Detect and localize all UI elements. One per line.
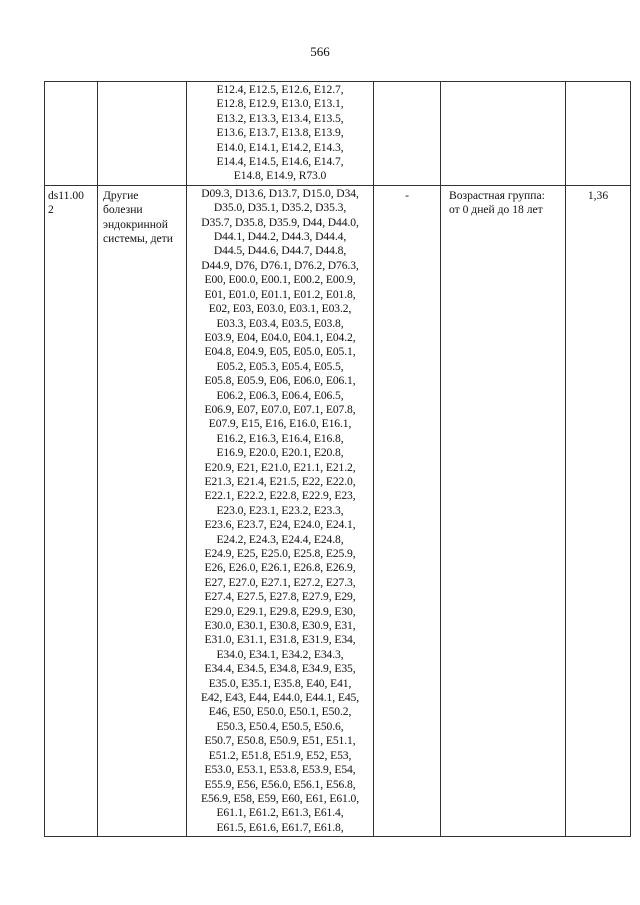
icd-code-line: E12.4, E12.5, E12.6, E12.7,	[216, 83, 344, 96]
icd-code-line: D44.1, D44.2, D44.3, D44.4,	[213, 230, 347, 244]
table-row	[45, 82, 631, 186]
icd-codes-cell	[187, 82, 374, 186]
icd-code-line: E13.2, E13.3, E13.4, E13.5,	[216, 111, 344, 125]
icd-code-line: E27.4, E27.5, E27.8, E27.9, E29,	[204, 590, 356, 604]
operation-code-cell	[374, 185, 441, 836]
icd-code-line: D44.9, D76, D76.1, D76.2, D76.3,	[201, 258, 359, 272]
icd-code-line: E27, E27.0, E27.1, E27.2, E27.3,	[204, 575, 356, 589]
operation-code-cell	[374, 82, 441, 186]
icd-code-line: E21.3, E21.4, E21.5, E22, E22.0,	[204, 474, 356, 488]
icd-code-line: E29.0, E29.1, E29.8, E29.9, E30,	[204, 604, 356, 618]
icd-code-line: E12.8, E12.9, E13.0, E13.1,	[216, 97, 344, 111]
icd-codes-list	[187, 82, 373, 185]
icd-code-line: E05.8, E05.9, E06, E06.0, E06.1,	[204, 374, 356, 388]
icd-code-line: E34.4, E34.5, E34.8, E34.9, E35,	[204, 662, 356, 676]
icd-code-line: E06.2, E06.3, E06.4, E06.5,	[216, 388, 344, 402]
icd-code-line: E07.9, E15, E16, E16.0, E16.1,	[208, 417, 352, 431]
criteria-line: Возрастная группа:	[449, 188, 545, 202]
icd-code-line: D09.3, D13.6, D13.7, D15.0, D34,	[201, 186, 359, 200]
table-row	[45, 185, 631, 836]
icd-code-line: E14.4, E14.5, E14.6, E14.7,	[216, 155, 344, 169]
icd-code-line: E03.9, E04, E04.0, E04.1, E04.2,	[204, 330, 356, 344]
ksg-code	[45, 186, 97, 218]
icd-code-line: E24.2, E24.3, E24.4, E24.8,	[216, 532, 344, 546]
icd-code-line: E26, E26.0, E26.1, E26.8, E26.9,	[204, 561, 356, 575]
icd-code-line: E50.7, E50.8, E50.9, E51, E51.1,	[204, 734, 356, 748]
coefficient-cell	[566, 82, 631, 186]
ksg-name-cell	[98, 185, 187, 836]
icd-code-line: E30.0, E30.1, E30.8, E30.9, E31,	[204, 619, 356, 633]
icd-code-line: D44.5, D44.6, D44.7, D44.8,	[213, 244, 347, 258]
icd-code-line: E46, E50, E50.0, E50.1, E50.2,	[208, 705, 352, 719]
coefficient-value: 1,36	[587, 188, 609, 202]
ksg-code-line: 2	[48, 203, 54, 217]
ksg-name-cell	[98, 82, 187, 186]
icd-code-line: E31.0, E31.1, E31.8, E31.9, E34,	[204, 633, 356, 647]
icd-code-line: E23.6, E23.7, E24, E24.0, E24.1,	[204, 518, 356, 532]
icd-code-line: E06.9, E07, E07.0, E07.1, E07.8,	[204, 402, 356, 416]
icd-code-line: E05.2, E05.3, E05.4, E05.5,	[216, 359, 344, 373]
ksg-code-cell	[45, 185, 98, 836]
criteria-line: от 0 дней до 18 лет	[449, 203, 543, 217]
icd-code-line: E02, E03, E03.0, E03.1, E03.2,	[208, 302, 352, 316]
icd-code-line: E16.9, E20.0, E20.1, E20.8,	[216, 446, 344, 460]
icd-codes-cell	[187, 185, 374, 836]
icd-code-line: D35.0, D35.1, D35.2, D35.3,	[213, 201, 347, 215]
criteria-cell	[441, 82, 566, 186]
ksg-code-line: ds11.00	[48, 188, 84, 202]
ksg-code-cell	[45, 82, 98, 186]
icd-code-line: E03.3, E03.4, E03.5, E03.8,	[216, 316, 344, 330]
ksg-name-line: системы, дети	[103, 232, 173, 246]
icd-code-line: E61.5, E61.6, E61.7, E61.8,	[216, 820, 344, 834]
icd-code-line: E04.8, E04.9, E05, E05.0, E05.1,	[204, 345, 356, 359]
coefficient-cell	[566, 185, 631, 836]
icd-code-line: E35.0, E35.1, E35.8, E40, E41,	[208, 676, 352, 690]
ksg-name-line: Другие	[103, 188, 139, 202]
tariff-table	[44, 81, 631, 837]
ksg-name-line: эндокринной	[103, 217, 168, 231]
ksg-name-line: болезни	[103, 203, 143, 217]
criteria-cell	[441, 185, 566, 836]
icd-code-line: E55.9, E56, E56.0, E56.1, E56.8,	[204, 777, 356, 791]
icd-code-line: E56.9, E58, E59, E60, E61, E61.0,	[200, 791, 360, 805]
icd-code-line: E01, E01.0, E01.1, E01.2, E01.8,	[204, 287, 356, 301]
operation-code: -	[405, 188, 409, 202]
icd-code-line: E23.0, E23.1, E23.2, E23.3,	[216, 503, 344, 517]
icd-code-line: E14.8, E14.9, R73.0	[233, 169, 327, 183]
icd-code-line: E24.9, E25, E25.0, E25.8, E25.9,	[204, 547, 356, 560]
icd-code-line: E00, E00.0, E00.1, E00.2, E00.9,	[204, 273, 356, 287]
icd-code-line: E51.2, E51.8, E51.9, E52, E53,	[208, 748, 352, 762]
icd-code-line: E16.2, E16.3, E16.4, E16.8,	[216, 431, 344, 445]
page-number: 566	[310, 44, 330, 59]
icd-code-line: E22.1, E22.2, E22.8, E22.9, E23,	[204, 489, 356, 503]
icd-codes-list	[187, 186, 373, 836]
icd-code-line: E20.9, E21, E21.0, E21.1, E21.2,	[204, 460, 356, 474]
icd-code-line: E34.0, E34.1, E34.2, E34.3,	[216, 647, 344, 661]
icd-code-line: E13.6, E13.7, E13.8, E13.9,	[216, 126, 344, 140]
ksg-name	[98, 186, 186, 247]
icd-code-line: E42, E43, E44, E44.0, E44.1, E45,	[200, 691, 360, 705]
icd-code-line: D35.7, D35.8, D35.9, D44, D44.0,	[201, 215, 359, 229]
icd-code-line: E53.0, E53.1, E53.8, E53.9, E54,	[204, 763, 356, 777]
criteria-text	[441, 186, 565, 218]
icd-code-line: E14.0, E14.1, E14.2, E14.3,	[216, 140, 344, 154]
icd-code-line: E50.3, E50.4, E50.5, E50.6,	[216, 719, 344, 733]
icd-code-line: E61.1, E61.2, E61.3, E61.4,	[216, 806, 344, 820]
